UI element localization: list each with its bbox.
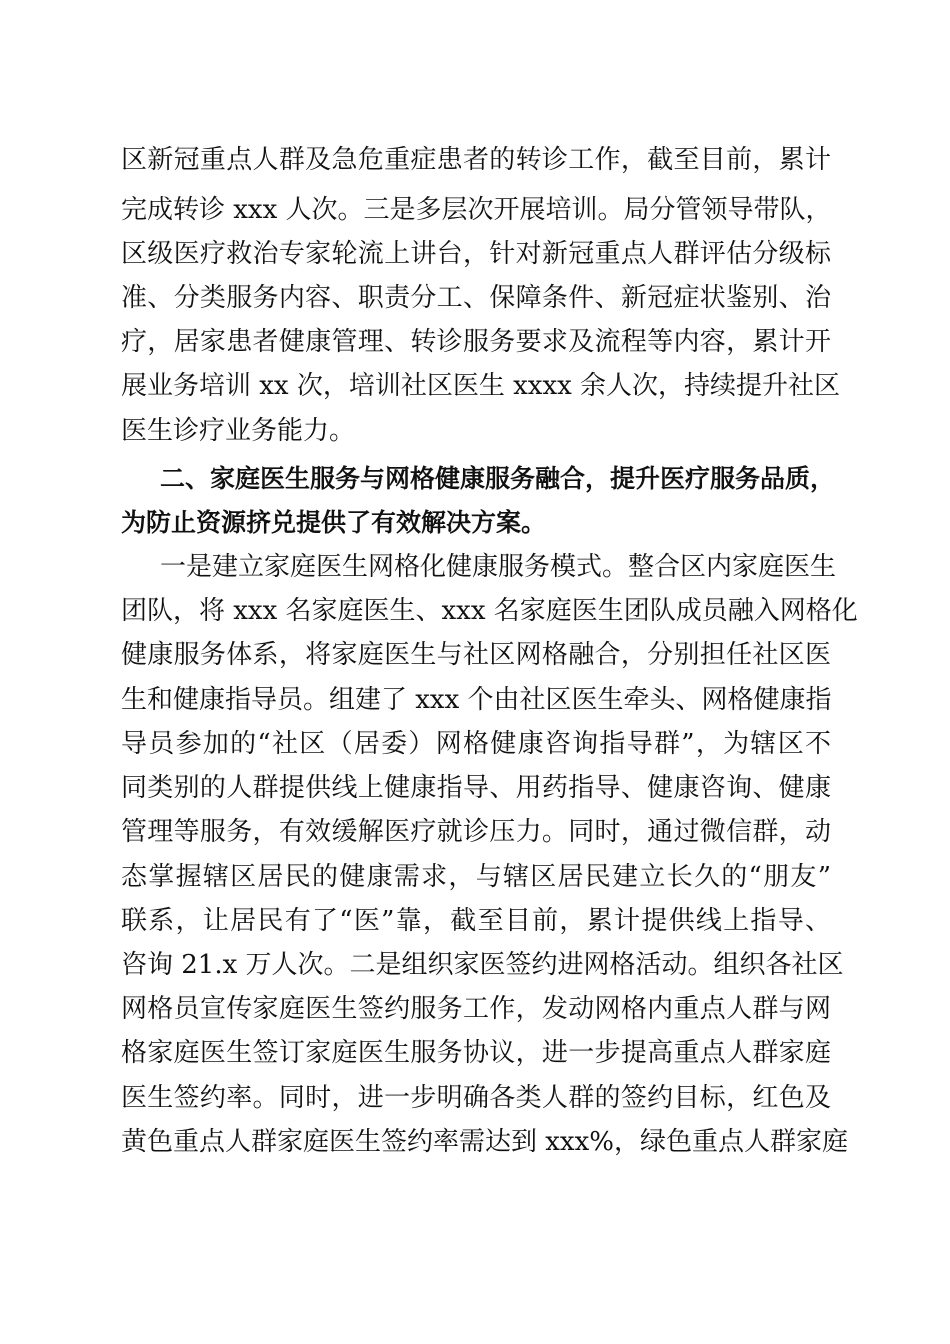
body-text-line: 网格员宣传家庭医生签约服务工作，发动网格内重点人群与网 <box>121 994 831 1024</box>
body-text-line: 准、分类服务内容、职责分工、保障条件、新冠症状鉴别、治 <box>121 283 831 313</box>
body-text-line: 完成转诊 xxx 人次。三是多层次开展培训。局分管领导带队， <box>121 195 832 225</box>
body-text-line: 展业务培训 xx 次，培训社区医生 xxxx 余人次，持续提升社区 <box>121 371 841 401</box>
body-text-line: 医生签约率。同时，进一步明确各类人群的签约目标，红色及 <box>121 1083 831 1113</box>
body-text-line: 生和健康指导员。组建了 xxx 个由社区医生牵头、网格健康指 <box>121 685 832 715</box>
body-text-line: 态掌握辖区居民的健康需求，与辖区居民建立长久的“朋友” <box>121 862 831 892</box>
body-text-line: 咨询 21.x 万人次。二是组织家医签约进网格活动。组织各社区 <box>121 950 844 980</box>
body-text-line: 同类别的人群提供线上健康指导、用药指导、健康咨询、健康 <box>121 773 831 803</box>
body-text-line: 一是建立家庭医生网格化健康服务模式。整合区内家庭医生 <box>160 552 837 582</box>
section-heading-line: 为防止资源挤兑提供了有效解决方案。 <box>121 508 547 537</box>
body-text-line: 黄色重点人群家庭医生签约率需达到 xxx%，绿色重点人群家庭 <box>121 1127 848 1157</box>
body-text-line: 导员参加的“社区（居委）网格健康咨询指导群”，为辖区不 <box>121 729 831 759</box>
body-text-line: 区新冠重点人群及急危重症患者的转诊工作，截至目前，累计 <box>121 145 831 175</box>
body-text-line: 团队，将 xxx 名家庭医生、xxx 名家庭医生团队成员融入网格化 <box>121 596 858 626</box>
body-text-line: 疗，居家患者健康管理、转诊服务要求及流程等内容，累计开 <box>121 327 831 357</box>
body-text-line: 管理等服务，有效缓解医疗就诊压力。同时，通过微信群，动 <box>121 817 831 847</box>
body-text-line: 区级医疗救治专家轮流上讲台，针对新冠重点人群评估分级标 <box>121 239 831 269</box>
body-text-line: 联系，让居民有了“医”靠，截至目前，累计提供线上指导、 <box>121 906 831 936</box>
body-text-line: 格家庭医生签订家庭医生服务协议，进一步提高重点人群家庭 <box>121 1038 831 1068</box>
section-heading-line: 二、家庭医生服务与网格健康服务融合，提升医疗服务品质， <box>160 464 836 493</box>
body-text-line: 医生诊疗业务能力。 <box>121 416 356 446</box>
body-text-line: 健康服务体系，将家庭医生与社区网格融合，分别担任社区医 <box>121 640 831 670</box>
